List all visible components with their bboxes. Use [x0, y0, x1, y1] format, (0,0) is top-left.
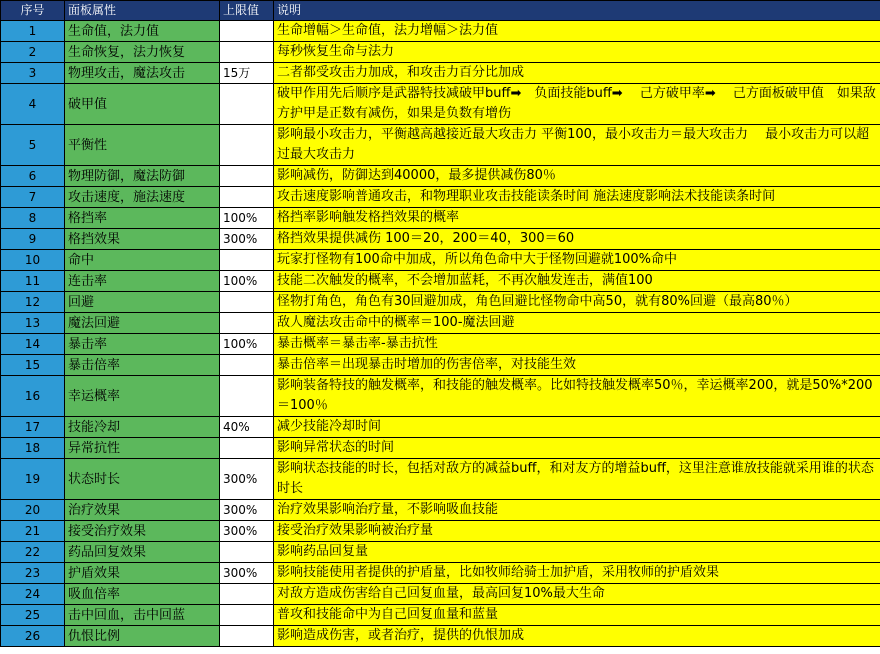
row-limit	[220, 605, 274, 626]
row-limit: 300%	[220, 521, 274, 542]
row-description: 破甲作用先后顺序是武器特技减破甲buff➡ 负面技能buff➡ 己方破甲率➡ 己方面板破甲值 如果敌方护甲是正数有减伤，如果是负数有增伤	[274, 84, 880, 125]
table-row	[1, 355, 880, 376]
table-row	[1, 166, 880, 187]
row-description: 暴击倍率＝出现暴击时增加的伤害倍率，对技能生效	[274, 355, 880, 376]
row-limit	[220, 21, 274, 42]
row-description: 对敌方造成伤害给自己回复血量，最高回复10%最大生命	[274, 584, 880, 605]
row-id: 17	[1, 417, 65, 438]
row-description: 普攻和技能命中为自己回复血量和蓝量	[274, 605, 880, 626]
row-id: 5	[1, 125, 65, 166]
row-id: 14	[1, 334, 65, 355]
row-id: 9	[1, 229, 65, 250]
row-attribute: 破甲值	[65, 84, 220, 125]
table-row	[1, 584, 880, 605]
row-description: 格挡效果提供减伤 100＝20，200＝40，300＝60	[274, 229, 880, 250]
row-attribute: 格挡率	[65, 208, 220, 229]
row-description: 技能二次触发的概率，不会增加蓝耗，不再次触发连击，满值100	[274, 271, 880, 292]
table-row	[1, 292, 880, 313]
row-id: 1	[1, 21, 65, 42]
row-limit	[220, 166, 274, 187]
row-attribute: 药品回复效果	[65, 542, 220, 563]
row-description: 影响药品回复量	[274, 542, 880, 563]
table-row	[1, 376, 880, 417]
row-description: 接受治疗效果影响被治疗量	[274, 521, 880, 542]
row-limit	[220, 438, 274, 459]
row-limit	[220, 292, 274, 313]
table-row	[1, 250, 880, 271]
row-id: 24	[1, 584, 65, 605]
row-attribute: 治疗效果	[65, 500, 220, 521]
row-limit	[220, 313, 274, 334]
row-limit	[220, 626, 274, 647]
row-id: 11	[1, 271, 65, 292]
row-limit	[220, 376, 274, 417]
row-id: 10	[1, 250, 65, 271]
row-id: 19	[1, 459, 65, 500]
row-attribute: 暴击倍率	[65, 355, 220, 376]
row-attribute: 吸血倍率	[65, 584, 220, 605]
table-row	[1, 334, 880, 355]
row-description: 生命增幅＞生命值，法力增幅＞法力值	[274, 21, 880, 42]
row-limit: 15万	[220, 63, 274, 84]
row-id: 7	[1, 187, 65, 208]
row-description: 攻击速度影响普通攻击，和物理职业攻击技能读条时间 施法速度影响法术技能读条时间	[274, 187, 880, 208]
row-description: 格挡率影响触发格挡效果的概率	[274, 208, 880, 229]
row-limit	[220, 542, 274, 563]
row-attribute: 击中回血，击中回蓝	[65, 605, 220, 626]
row-id: 18	[1, 438, 65, 459]
row-limit: 300%	[220, 459, 274, 500]
row-attribute: 状态时长	[65, 459, 220, 500]
row-id: 21	[1, 521, 65, 542]
row-description: 怪物打角色，角色有30回避加成，角色回避比怪物命中高50，就有80%回避（最高80％）	[274, 292, 880, 313]
row-attribute: 格挡效果	[65, 229, 220, 250]
row-id: 13	[1, 313, 65, 334]
row-attribute: 连击率	[65, 271, 220, 292]
row-limit: 100%	[220, 271, 274, 292]
header-limit: 上限值	[220, 1, 274, 21]
row-attribute: 异常抗性	[65, 438, 220, 459]
row-description: 影响减伤，防御达到40000，最多提供减伤80％	[274, 166, 880, 187]
row-id: 26	[1, 626, 65, 647]
table-row	[1, 626, 880, 647]
table-row	[1, 271, 880, 292]
row-limit	[220, 584, 274, 605]
row-attribute: 平衡性	[65, 125, 220, 166]
row-description: 影响最小攻击力，平衡越高越接近最大攻击力 平衡100，最小攻击力＝最大攻击力 最小攻击力可以超过最大攻击力	[274, 125, 880, 166]
header-row	[1, 1, 880, 21]
table-row	[1, 313, 880, 334]
table-row	[1, 438, 880, 459]
table-row	[1, 21, 880, 42]
row-attribute: 回避	[65, 292, 220, 313]
row-limit: 300%	[220, 500, 274, 521]
row-description: 玩家打怪物有100命中加成，所以角色命中大于怪物回避就100%命中	[274, 250, 880, 271]
row-description: 影响造成伤害，或者治疗，提供的仇恨加成	[274, 626, 880, 647]
row-attribute: 魔法回避	[65, 313, 220, 334]
row-attribute: 仇恨比例	[65, 626, 220, 647]
row-description: 减少技能冷却时间	[274, 417, 880, 438]
table-row	[1, 500, 880, 521]
table-row	[1, 521, 880, 542]
row-id: 15	[1, 355, 65, 376]
row-id: 16	[1, 376, 65, 417]
row-limit: 100%	[220, 334, 274, 355]
row-description: 二者都受攻击力加成，和攻击力百分比加成	[274, 63, 880, 84]
row-limit	[220, 355, 274, 376]
header-id: 序号	[1, 1, 65, 21]
header-description: 说明	[274, 1, 880, 21]
table-row	[1, 459, 880, 500]
table-row	[1, 208, 880, 229]
row-description: 敌人魔法攻击命中的概率＝100-魔法回避	[274, 313, 880, 334]
table-row	[1, 417, 880, 438]
table-row	[1, 605, 880, 626]
row-limit: 300%	[220, 229, 274, 250]
row-limit	[220, 42, 274, 63]
row-description: 每秒恢复生命与法力	[274, 42, 880, 63]
table-row	[1, 187, 880, 208]
row-attribute: 幸运概率	[65, 376, 220, 417]
row-attribute: 命中	[65, 250, 220, 271]
row-attribute: 接受治疗效果	[65, 521, 220, 542]
row-limit: 300%	[220, 563, 274, 584]
row-description: 影响状态技能的时长，包括对敌方的减益buff，和对友方的增益buff，这里注意谁放技能就采用谁的状态时长	[274, 459, 880, 500]
row-attribute: 生命恢复，法力恢复	[65, 42, 220, 63]
row-limit	[220, 125, 274, 166]
row-id: 20	[1, 500, 65, 521]
row-id: 23	[1, 563, 65, 584]
row-description: 治疗效果影响治疗量，不影响吸血技能	[274, 500, 880, 521]
table-row	[1, 563, 880, 584]
table-row	[1, 125, 880, 166]
row-id: 4	[1, 84, 65, 125]
row-description: 影响技能使用者提供的护盾量，比如牧师给骑士加护盾，采用牧师的护盾效果	[274, 563, 880, 584]
row-attribute: 暴击率	[65, 334, 220, 355]
row-attribute: 护盾效果	[65, 563, 220, 584]
row-id: 8	[1, 208, 65, 229]
row-limit	[220, 187, 274, 208]
row-attribute: 物理攻击，魔法攻击	[65, 63, 220, 84]
row-id: 6	[1, 166, 65, 187]
row-limit	[220, 250, 274, 271]
table-body	[1, 21, 880, 647]
row-description: 影响装备特技的触发概率，和技能的触发概率。比如特技触发概率50％，幸运概率200，就是50%*200＝100％	[274, 376, 880, 417]
row-description: 暴击概率＝暴击率-暴击抗性	[274, 334, 880, 355]
table-row	[1, 542, 880, 563]
row-limit: 40%	[220, 417, 274, 438]
table-row	[1, 84, 880, 125]
table-row	[1, 229, 880, 250]
row-attribute: 攻击速度，施法速度	[65, 187, 220, 208]
row-description: 影响异常状态的时间	[274, 438, 880, 459]
row-limit: 100%	[220, 208, 274, 229]
row-id: 25	[1, 605, 65, 626]
header-attribute: 面板属性	[65, 1, 220, 21]
row-attribute: 物理防御，魔法防御	[65, 166, 220, 187]
table-row	[1, 63, 880, 84]
row-id: 2	[1, 42, 65, 63]
row-id: 12	[1, 292, 65, 313]
table-row	[1, 42, 880, 63]
row-id: 22	[1, 542, 65, 563]
row-limit	[220, 84, 274, 125]
row-attribute: 生命值，法力值	[65, 21, 220, 42]
row-id: 3	[1, 63, 65, 84]
row-attribute: 技能冷却	[65, 417, 220, 438]
